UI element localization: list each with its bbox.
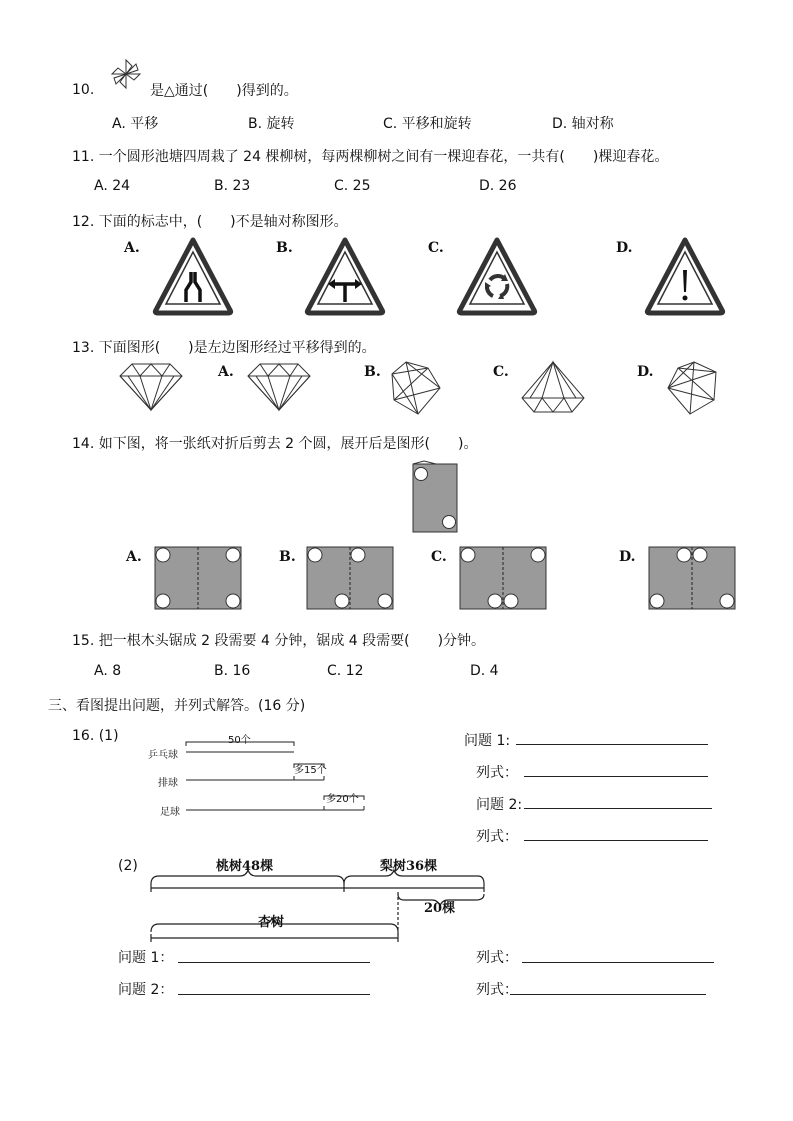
- q16-2-formula1-label: 列式：: [476, 950, 518, 966]
- section-3-title: 三、看图提出问题，并列式解答。(16 分): [48, 698, 306, 714]
- turn-sign-icon: [304, 236, 386, 316]
- q15-option-c: C. 12: [327, 663, 364, 679]
- q16-2-question2-label: 问题 2：: [118, 982, 174, 998]
- q13-label-c: C.: [493, 364, 509, 380]
- low-brace-label: 多20个: [326, 794, 359, 805]
- diamond-option-b-icon: [388, 360, 444, 416]
- q16-1-question1-label: 问题 1:: [464, 733, 511, 749]
- unfolded-paper-option-b: [306, 546, 394, 610]
- q14-stem: 14. 如下图，将一张纸对折后剪去 2 个圆，展开后是图形( )。: [72, 436, 478, 452]
- q14-label-d: D.: [619, 549, 636, 565]
- q16-2-formula2-label: 列式：: [476, 982, 518, 998]
- diamond-option-d-icon: [664, 360, 720, 416]
- q11-option-d: D. 26: [479, 178, 517, 194]
- roundabout-sign-icon: [456, 236, 538, 316]
- unfolded-paper-option-c: [459, 546, 547, 610]
- q15-option-b: B. 16: [214, 663, 251, 679]
- q10-option-b: B. 旋转: [248, 116, 295, 132]
- q11-option-b: B. 23: [214, 178, 251, 194]
- q16-number: 16. (1): [72, 728, 119, 744]
- q13-stem: 13. 下面图形( )是左边图形经过平移得到的。: [72, 340, 376, 356]
- q16-1-formula1-answer-line[interactable]: [524, 776, 708, 777]
- q14-label-b: B.: [279, 549, 296, 565]
- peach-tree-label: 桃树48棵: [216, 859, 274, 874]
- top-brace-label: 50个: [228, 735, 251, 746]
- q13-label-b: B.: [364, 364, 381, 380]
- pear-tree-label: 梨树36棵: [380, 859, 438, 874]
- unfolded-paper-option-d: [648, 546, 736, 610]
- unfolded-paper-option-a: [154, 546, 242, 610]
- row-label-volleyball: 排球: [158, 778, 178, 789]
- q16-1-question1-answer-line[interactable]: [516, 744, 708, 745]
- q15-stem: 15. 把一根木头锯成 2 段需要 4 分钟，锯成 4 段需要( )分钟。: [72, 633, 486, 649]
- q12-label-d: D.: [616, 240, 633, 256]
- exclamation-sign-icon: [644, 236, 726, 316]
- row-label-football: 足球: [160, 807, 180, 818]
- q16-2-question1-answer-line[interactable]: [178, 962, 370, 963]
- q16-1-formula1-label: 列式：: [476, 765, 518, 781]
- q12-label-a: A.: [124, 240, 140, 256]
- q14-label-c: C.: [431, 549, 447, 565]
- road-narrows-sign-icon: [152, 236, 234, 316]
- mid-brace-label: 多15个: [294, 765, 327, 776]
- q10-stem: 是△通过( )得到的。: [150, 83, 298, 99]
- q10-number: 10.: [72, 82, 95, 98]
- q10-option-d: D. 轴对称: [552, 116, 614, 132]
- q11-option-a: A. 24: [94, 178, 131, 194]
- q11-stem: 11. 一个圆形池塘四周栽了 24 棵柳树，每两棵柳树之间有一棵迎春花，一共有( )棵迎春花。: [72, 149, 669, 165]
- q16-1-formula2-answer-line[interactable]: [524, 840, 708, 841]
- q16-part2-number: (2): [118, 858, 138, 874]
- q13-label-a: A.: [218, 364, 234, 380]
- q11-option-c: C. 25: [334, 178, 371, 194]
- pinwheel-icon: [110, 58, 142, 90]
- q16-2-formula2-answer-line[interactable]: [510, 994, 706, 995]
- q13-label-d: D.: [637, 364, 654, 380]
- apricot-tree-label: 杏树: [258, 915, 285, 930]
- q16-2-question1-label: 问题 1：: [118, 950, 174, 966]
- q15-option-a: A. 8: [94, 663, 122, 679]
- q12-stem: 12. 下面的标志中，( )不是轴对称图形。: [72, 214, 348, 230]
- row-label-pingpong: 乒乓球: [148, 750, 178, 761]
- diamond-original-icon: [118, 362, 184, 412]
- q10-option-a: A. 平移: [112, 116, 159, 132]
- difference-label: 20棵: [424, 901, 456, 916]
- q16-2-question2-answer-line[interactable]: [178, 994, 370, 995]
- q10-option-c: C. 平移和旋转: [383, 116, 472, 132]
- q12-label-c: C.: [428, 240, 444, 256]
- q15-option-d: D. 4: [470, 663, 499, 679]
- q12-label-b: B.: [276, 240, 293, 256]
- folded-paper-figure: [412, 460, 460, 534]
- diamond-option-c-icon: [520, 360, 586, 414]
- q16-1-question2-label: 问题 2:: [476, 797, 523, 813]
- diamond-option-a-icon: [246, 362, 312, 412]
- q14-label-a: A.: [126, 549, 142, 565]
- q16-1-formula2-label: 列式：: [476, 829, 518, 845]
- q16-2-formula1-answer-line[interactable]: [522, 962, 714, 963]
- q16-1-question2-answer-line[interactable]: [524, 808, 712, 809]
